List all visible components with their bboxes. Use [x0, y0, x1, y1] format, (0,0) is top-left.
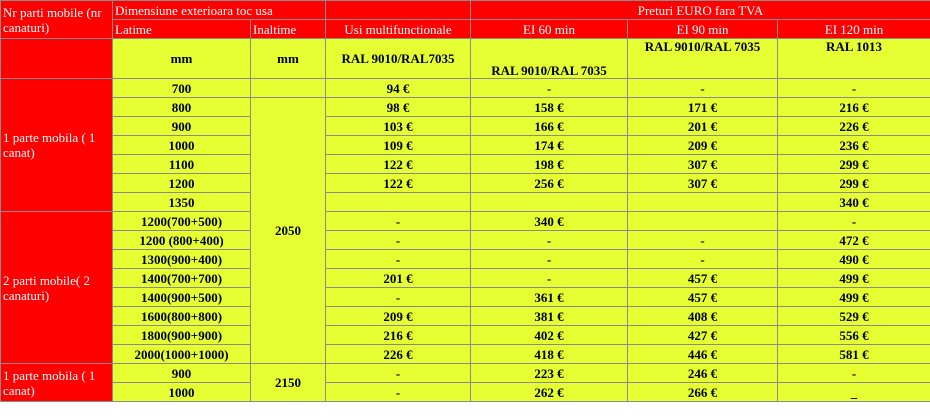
header-row-3 [1, 39, 930, 79]
ral-ei60: RAL 9010/RAL 7035 [471, 39, 628, 79]
cell-ei60: 381 € [471, 307, 628, 326]
cell-multi: - [326, 288, 471, 307]
header-preturi: Preturi EURO fara TVA [471, 1, 930, 20]
header-nr-parti: Nr parti mobile (nr canaturi) [1, 1, 113, 39]
table-row [1, 155, 930, 174]
table-row [1, 326, 930, 345]
cell-ei60: - [471, 269, 628, 288]
cell-width: 1100 [113, 155, 251, 174]
cell-ei120: 299 € [778, 174, 930, 193]
table-row [1, 117, 930, 136]
cell-width: 2000(1000+1000) [113, 345, 251, 364]
header-empty-cell [1, 39, 113, 79]
table-row [1, 136, 930, 155]
cell-ei120: - [778, 364, 930, 383]
cell-ei90: 201 € [628, 117, 778, 136]
header-inaltime: Inaltime [251, 20, 326, 39]
cell-width: 900 [113, 364, 251, 383]
cell-ei90: 266 € [628, 383, 778, 402]
cell-width: 1200 (800+400) [113, 231, 251, 250]
cell-ei90: - [628, 250, 778, 269]
cell-width: 900 [113, 117, 251, 136]
table-row [1, 250, 930, 269]
cell-multi: 122 € [326, 155, 471, 174]
cell-multi: - [326, 250, 471, 269]
header-row-1 [1, 1, 930, 20]
cell-ei120: 340 € [778, 193, 930, 212]
cell-ei90: 427 € [628, 326, 778, 345]
ral-ei90: RAL 9010/RAL 7035 [628, 39, 778, 79]
cell-ei120: 499 € [778, 269, 930, 288]
cell-width: 700 [113, 79, 251, 98]
cell-ei120: 529 € [778, 307, 930, 326]
cell-ei60: 166 € [471, 117, 628, 136]
cell-ei60: 340 € [471, 212, 628, 231]
cell-multi: 216 € [326, 326, 471, 345]
cell-ei120: 226 € [778, 117, 930, 136]
cell-ei120: 236 € [778, 136, 930, 155]
cell-ei90: 246 € [628, 364, 778, 383]
table-row [1, 231, 930, 250]
cell-ei90: 307 € [628, 174, 778, 193]
cell-ei120: _ [778, 383, 930, 402]
cell-multi [326, 193, 471, 212]
cell-ei90: 457 € [628, 269, 778, 288]
group-label-3: 1 parte mobila ( 1 canat) [1, 364, 113, 402]
header-usi-multi: Usi multifunctionale [326, 20, 471, 39]
cell-ei90: 446 € [628, 345, 778, 364]
cell-width: 1000 [113, 383, 251, 402]
table-row [1, 174, 930, 193]
cell-ei60: 256 € [471, 174, 628, 193]
cell-width: 1400(900+500) [113, 288, 251, 307]
cell-multi: 226 € [326, 345, 471, 364]
table-row [1, 364, 930, 383]
cell-ei120: 490 € [778, 250, 930, 269]
table-row [1, 79, 930, 98]
cell-ei60: 198 € [471, 155, 628, 174]
table-row [1, 193, 930, 212]
cell-width: 1400(700+700) [113, 269, 251, 288]
cell-width: 1600(800+800) [113, 307, 251, 326]
cell-ei60: - [471, 79, 628, 98]
cell-ei60 [471, 193, 628, 212]
cell-ei90 [628, 193, 778, 212]
cell-width: 1300(900+400) [113, 250, 251, 269]
cell-ei60: 361 € [471, 288, 628, 307]
cell-ei90: 209 € [628, 136, 778, 155]
unit-inaltime: mm [251, 39, 326, 79]
cell-ei120: 299 € [778, 155, 930, 174]
cell-ei120: - [778, 212, 930, 231]
ral-multi: RAL 9010/RAL7035 [326, 39, 471, 79]
cell-multi: - [326, 212, 471, 231]
header-ei90: EI 90 min [628, 20, 778, 39]
table-row [1, 288, 930, 307]
cell-ei60: 174 € [471, 136, 628, 155]
header-ei60: EI 60 min [471, 20, 628, 39]
cell-ei120: 216 € [778, 98, 930, 117]
cell-multi: 103 € [326, 117, 471, 136]
unit-latime: mm [113, 39, 251, 79]
table-row [1, 383, 930, 402]
cell-ei120: 581 € [778, 345, 930, 364]
cell-ei90 [628, 212, 778, 231]
table-row [1, 98, 930, 117]
cell-width: 1200 [113, 174, 251, 193]
cell-ei90: 457 € [628, 288, 778, 307]
cell-height-2050: 2050 [251, 98, 326, 364]
cell-width: 1000 [113, 136, 251, 155]
table-row [1, 269, 930, 288]
cell-ei60: 262 € [471, 383, 628, 402]
group-label-1: 1 parte mobila ( 1 canat) [1, 79, 113, 212]
cell-width: 1350 [113, 193, 251, 212]
ral-ei120: RAL 1013 [778, 39, 930, 79]
cell-ei90: - [628, 231, 778, 250]
cell-height-2150: 2150 [251, 364, 326, 402]
cell-width: 1800(900+900) [113, 326, 251, 345]
cell-multi: - [326, 231, 471, 250]
cell-width: 800 [113, 98, 251, 117]
cell-multi: 209 € [326, 307, 471, 326]
cell-ei60: 223 € [471, 364, 628, 383]
cell-ei120: 499 € [778, 288, 930, 307]
cell-ei60: 402 € [471, 326, 628, 345]
cell-multi: 98 € [326, 98, 471, 117]
header-ei120: EI 120 min [778, 20, 930, 39]
cell-multi: 94 € [326, 79, 471, 98]
cell-ei120: - [778, 79, 930, 98]
header-empty [326, 1, 471, 20]
header-row-2 [1, 20, 930, 39]
cell-multi: 122 € [326, 174, 471, 193]
cell-ei60: 418 € [471, 345, 628, 364]
cell-ei90: 408 € [628, 307, 778, 326]
cell-ei60: 158 € [471, 98, 628, 117]
cell-multi: - [326, 383, 471, 402]
cell-multi: - [326, 364, 471, 383]
cell-ei60: - [471, 231, 628, 250]
group-label-2: 2 parti mobile( 2 canaturi) [1, 212, 113, 364]
cell-ei60: - [471, 250, 628, 269]
cell-multi: 109 € [326, 136, 471, 155]
cell-height-empty [251, 79, 326, 98]
cell-ei120: 556 € [778, 326, 930, 345]
table-row [1, 307, 930, 326]
cell-multi: 201 € [326, 269, 471, 288]
header-latime: Latime [113, 20, 251, 39]
cell-width: 1200(700+500) [113, 212, 251, 231]
cell-ei90: 307 € [628, 155, 778, 174]
table-row [1, 345, 930, 364]
cell-ei90: 171 € [628, 98, 778, 117]
cell-ei90: - [628, 79, 778, 98]
table-row [1, 212, 930, 231]
cell-ei120: 472 € [778, 231, 930, 250]
header-dimensiune: Dimensiune exterioara toc usa [113, 1, 326, 20]
